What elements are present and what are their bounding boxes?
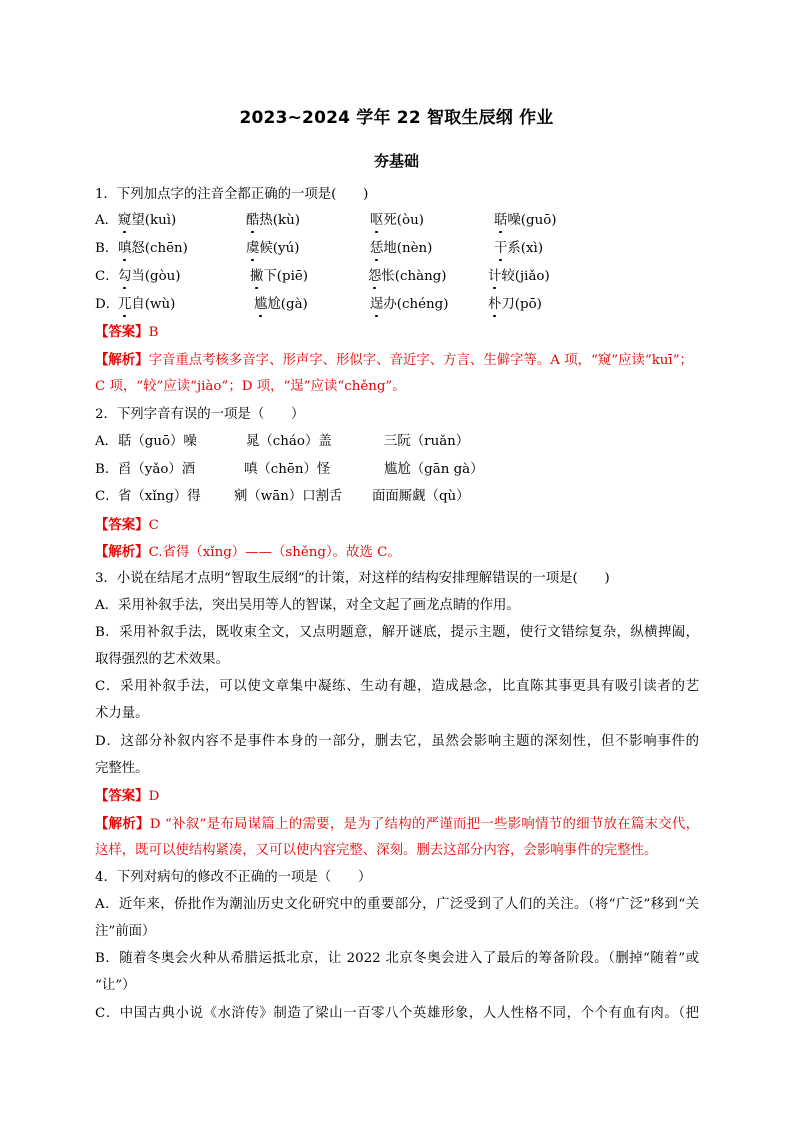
q2-b-label: B．	[95, 462, 119, 477]
q3-stem: 3．小说在结尾才点明“智取生辰纲”的计策，对这样的结构安排理解错误的一项是( )	[95, 571, 610, 586]
q3-option-c-cont: 术力量。	[95, 706, 149, 721]
q2-a-label: A．	[95, 434, 119, 449]
q1-b-cell-1: 嗔怒(chēn)	[118, 241, 188, 256]
q2-b-cell-1: 舀（yǎo）酒	[118, 462, 196, 477]
analysis-text: C.省得（xǐng）——（shěng）。故选 C。	[148, 545, 401, 560]
q1-d-label: D．	[95, 297, 120, 312]
answer-tag: 【答案】	[95, 517, 149, 533]
q3-option-b-cont: 取得强烈的艺术效果。	[95, 652, 229, 667]
q2-stem: 2．下列字音有误的一项是（ ）	[95, 407, 305, 422]
q2-b-cell-3: 尴尬（gān gà）	[384, 462, 484, 477]
q3-analysis-cont: 这样，既可以使结构紧凑，又可以使内容完整、深刻。删去这部分内容，会影响事件的完整性。	[95, 843, 658, 858]
q3-answer	[95, 787, 159, 806]
analysis-tag: 【解析】	[95, 816, 150, 832]
q1-a-label: A．	[95, 213, 119, 228]
answer-value: B	[148, 325, 159, 340]
answer-value: D	[148, 789, 160, 804]
q1-c-cell-4: 计较(jiǎo)	[488, 269, 550, 284]
q1-a-cell-3: 呕死(òu)	[370, 213, 424, 228]
q1-c-cell-1: 勾当(gòu)	[118, 269, 181, 284]
answer-tag: 【答案】	[95, 324, 149, 340]
q1-c-label: C．	[95, 269, 119, 284]
analysis-tag: 【解析】	[95, 544, 149, 560]
q1-d-cell-3: 逞办(chéng)	[370, 297, 449, 312]
q3-option-d: D．这部分补叙内容不是事件本身的一部分，删去它，虽然会影响主题的深刻性，但不影响事件的	[95, 734, 699, 749]
q1-analysis	[95, 351, 693, 370]
q1-a-cell-1: 窥望(kuì)	[118, 213, 177, 228]
q2-c-label: C．	[95, 489, 119, 504]
q1-b-cell-2: 虞候(yú)	[246, 241, 300, 256]
q2-a-cell-1: 聒（guō）噪	[118, 434, 197, 449]
q4-option-b-cont: “让”）	[95, 978, 136, 993]
q1-d-cell-4: 朴刀(pō)	[488, 297, 542, 312]
q4-option-b: B．随着冬奥会火种从希腊运抵北京，让 2022 北京冬奥会进入了最后的筹备阶段。（删掉“随着”或	[95, 951, 699, 966]
q1-b-cell-4: 干系(xì)	[494, 241, 544, 256]
q4-option-a: A．近年来，侨批作为潮汕历史文化研究中的重要部分，广泛受到了人们的关注。（将“广泛”移到“关	[95, 897, 699, 912]
q2-c-cell-1: 省（xǐng）得	[118, 489, 201, 504]
q3-option-b: B．采用补叙手法，既收束全文，又点明题意，解开谜底，提示主题，使行文错综复杂，纵横捭阖，	[95, 625, 699, 640]
q1-analysis-cont: C 项，“较”应读“jiào”；D 项，“逞”应读“chěng”。	[95, 379, 406, 394]
q1-answer	[95, 323, 158, 342]
q4-stem: 4．下列对病句的修改不正确的一项是（ ）	[95, 870, 372, 885]
q2-a-cell-3: 三阮（ruǎn）	[384, 434, 470, 449]
q1-d-cell-2: 尴尬(gà)	[254, 297, 308, 312]
q2-b-cell-2: 嗔（chēn）怪	[244, 462, 331, 477]
q1-d-cell-1: 兀自(wù)	[118, 297, 176, 312]
analysis-tag: 【解析】	[95, 352, 149, 368]
q1-a-cell-4: 聒噪(guō)	[494, 213, 557, 228]
q2-a-cell-2: 晁（cháo）盖	[246, 434, 332, 449]
q1-a-cell-2: 酷热(kù)	[246, 213, 300, 228]
q1-b-cell-3: 恁地(nèn)	[370, 241, 433, 256]
analysis-text: 字音重点考核多音字、形声字、形似字、音近字、方言、生僻字等。A 项，“窥”应读“kuī”；	[148, 353, 693, 368]
q1-b-label: B．	[95, 241, 119, 256]
q2-analysis	[95, 543, 401, 562]
q1-c-cell-3: 怨怅(chàng)	[368, 269, 447, 284]
analysis-text: D “补叙”是布局谋篇上的需要，是为了结构的严谨而把一些影响情节的细节放在篇末交代，	[149, 817, 700, 832]
answer-value: C	[148, 518, 159, 533]
q4-option-c: C．中国古典小说《水浒传》制造了梁山一百零八个英雄形象，人人性格不同，个个有血有肉。（把	[95, 1006, 699, 1021]
q2-answer	[95, 516, 159, 535]
q3-analysis	[95, 815, 699, 834]
q2-c-cell-3: 面面厮觑（qù）	[372, 489, 470, 504]
section-title: 夯基础	[373, 152, 419, 170]
q1-stem: 1．下列加点字的注音全都正确的一项是( )	[95, 187, 369, 202]
q4-option-a-cont: 注”前面）	[95, 924, 156, 939]
q3-option-a: A．采用补叙手法，突出吴用等人的智谋，对全文起了画龙点睛的作用。	[95, 598, 520, 613]
q3-option-d-cont: 完整性。	[95, 761, 149, 776]
answer-tag: 【答案】	[95, 788, 149, 804]
q3-option-c: C．采用补叙手法，可以使文章集中凝练、生动有趣，造成悬念，比直陈其事更具有吸引读者的艺	[95, 679, 699, 694]
q2-c-cell-2: 剜（wān）口割舌	[234, 489, 343, 504]
document-title: 2023~2024 学年 22 智取生辰纲 作业	[239, 108, 554, 128]
q1-c-cell-2: 撇下(piē)	[250, 269, 309, 284]
